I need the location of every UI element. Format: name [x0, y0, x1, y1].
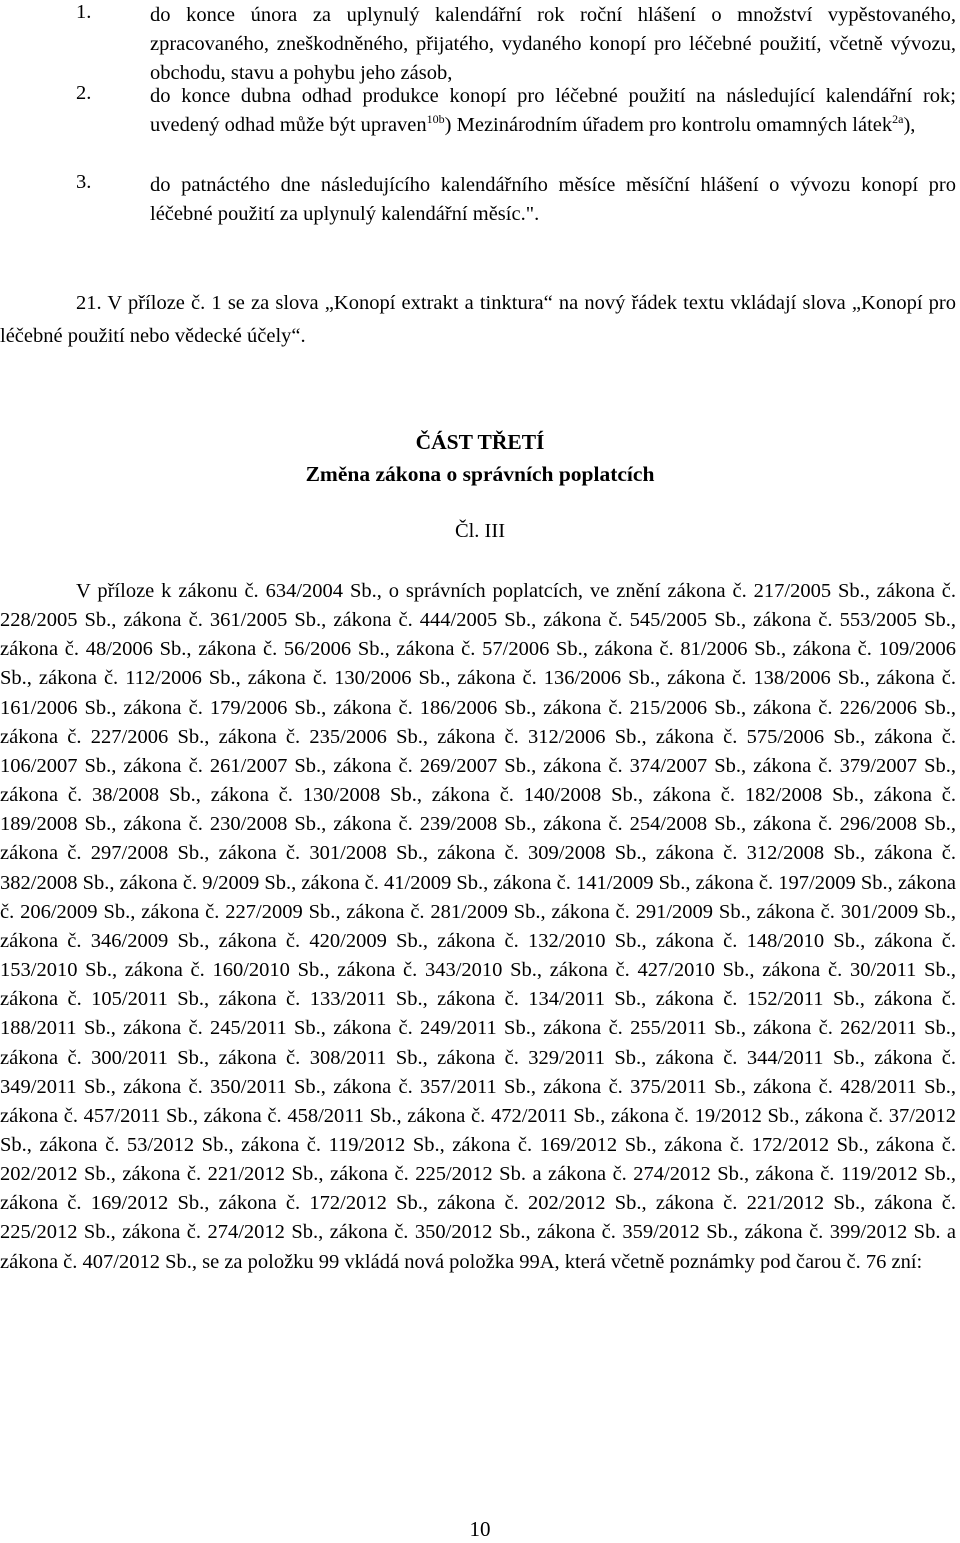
text-fragment: do konce dubna odhad produkce konopí pro léčebné použití na následující kalendářní rok; uvedený odhad může být upraven	[150, 85, 956, 136]
article-body	[0, 577, 956, 1277]
text-fragment: ) Mezinárodním úřadem pro kontrolu omamných látek	[444, 114, 893, 136]
page-number: 10	[469, 1517, 491, 1541]
list-item	[0, 82, 956, 140]
list-item	[0, 1, 956, 88]
footnote-ref: 10b	[426, 112, 445, 126]
list-item-text: do patnáctého dne následujícího kalendářního měsíce měsíční hlášení o vývozu konopí pro léčebné použití za uplynulý kalendářní měsíc.".	[150, 174, 956, 225]
paragraph-21	[0, 287, 956, 353]
paragraph-text: 21. V příloze č. 1 se za slova „Konopí extrakt a tinktura“ na nový řádek textu vkládají slova „Konopí pro léčebné použití nebo vědecké účely“.	[0, 292, 956, 347]
article-number: Čl. III	[454, 520, 506, 542]
list-item-text	[150, 82, 956, 140]
part-subtitle: Změna zákona o správních poplatcích	[305, 462, 655, 486]
list-item	[0, 171, 956, 229]
list-item-number: 1.	[76, 1, 92, 23]
article-body-text: V příloze k zákonu č. 634/2004 Sb., o správních poplatcích, ve znění zákona č. 217/2005 Sb., zákona č. 228/2005 Sb., zákona č. 361/2005 Sb., zákona č. 444/2005 Sb., zákona č. 545/2005 Sb., zákona č. 553/2005 Sb., zákona č. 48/2006 Sb., zákona č. 56/2006 Sb., zákona č. 57/2006 Sb., zákona č. 81/2006 Sb., zákona č. 109/2006 Sb., zákona č. 112/2006 Sb., zákona č. 130/2006 Sb., zákona č. 136/2006 Sb., zákona č. 138/2006 Sb., zákona č. 161/2006 Sb., zákona č. 179/2006 Sb., zákona č. 186/2006 Sb., zákona č. 215/2006 Sb., zákona č. 226/2006 Sb., zákona č. 227/2006 Sb., zákona č. 235/2006 Sb., zákona č. 312/2006 Sb., zákona č. 575/2006 Sb., zákona č. 106/2007 Sb., zákona č. 261/2007 Sb., zákona č. 269/2007 Sb., zákona č. 374/2007 Sb., zákona č. 379/2007 Sb., zákona č. 38/2008 Sb., zákona č. 130/2008 Sb., zákona č. 140/2008 Sb., zákona č. 182/2008 Sb., zákona č. 189/2008 Sb., zákona č. 230/2008 Sb., zákona č. 239/2008 Sb., zákona č. 254/2008 Sb., zákona č. 296/2008 Sb., zákona č. 297/2008 Sb., zákona č. 301/2008 Sb., zákona č. 309/2008 Sb., zákona č. 312/2008 Sb., zákona č. 382/2008 Sb., zákona č. 9/2009 Sb., zákona č. 41/2009 Sb., zákona č. 141/2009 Sb., zákona č. 197/2009 Sb., zákona č. 206/2009 Sb., zákona č. 227/2009 Sb., zákona č. 281/2009 Sb., zákona č. 291/2009 Sb., zákona č. 301/2009 Sb., zákona č. 346/2009 Sb., zákona č. 420/2009 Sb., zákona č. 132/2010 Sb., zákona č. 148/2010 Sb., zákona č. 153/2010 Sb., zákona č. 160/2010 Sb., zákona č. 343/2010 Sb., zákona č. 427/2010 Sb., zákona č. 30/2011 Sb., zákona č. 105/2011 Sb., zákona č. 133/2011 Sb., zákona č. 134/2011 Sb., zákona č. 152/2011 Sb., zákona č. 188/2011 Sb., zákona č. 245/2011 Sb., zákona č. 249/2011 Sb., zákona č. 255/2011 Sb., zákona č. 262/2011 Sb., zákona č. 300/2011 Sb., zákona č. 308/2011 Sb., zákona č. 329/2011 Sb., zákona č. 344/2011 Sb., zákona č. 349/2011 Sb., zákona č. 350/2011 Sb., zákona č. 357/2011 Sb., zákona č. 375/2011 Sb., zákona č. 428/2011 Sb., zákona č. 457/2011 Sb., zákona č. 458/2011 Sb., zákona č. 472/2011 Sb., zákona č. 19/2012 Sb., zákona č. 37/2012 Sb., zákona č. 53/2012 Sb., zákona č. 119/2012 Sb., zákona č. 169/2012 Sb., zákona č. 172/2012 Sb., zákona č. 202/2012 Sb., zákona č. 221/2012 Sb., zákona č. 225/2012 Sb. a zákona č. 274/2012 Sb., zákona č. 119/2012 Sb., zákona č. 169/2012 Sb., zákona č. 172/2012 Sb., zákona č. 202/2012 Sb., zákona č. 221/2012 Sb., zákona č. 225/2012 Sb., zákona č. 274/2012 Sb., zákona č. 350/2012 Sb., zákona č. 359/2012 Sb., zákona č. 399/2012 Sb. a zákona č. 407/2012 Sb., se za položku 99 vkládá nová položka 99A, která včetně poznámky pod čarou č. 76 zní:	[0, 580, 956, 1273]
list-item-number: 3.	[76, 171, 92, 193]
footnote-ref: 2a	[892, 112, 904, 126]
part-title: ČÁST TŘETÍ	[415, 430, 545, 454]
text-fragment: ),	[903, 114, 916, 136]
list-item-number: 2.	[76, 82, 92, 104]
list-item-text: do konce února za uplynulý kalendářní rok roční hlášení o množství vypěstovaného, zpracovaného, zneškodněného, přijatého, vydaného konopí pro léčebné použití, včetně vývozu, obchodu, stavu a pohybu jeho zásob,	[150, 4, 956, 84]
